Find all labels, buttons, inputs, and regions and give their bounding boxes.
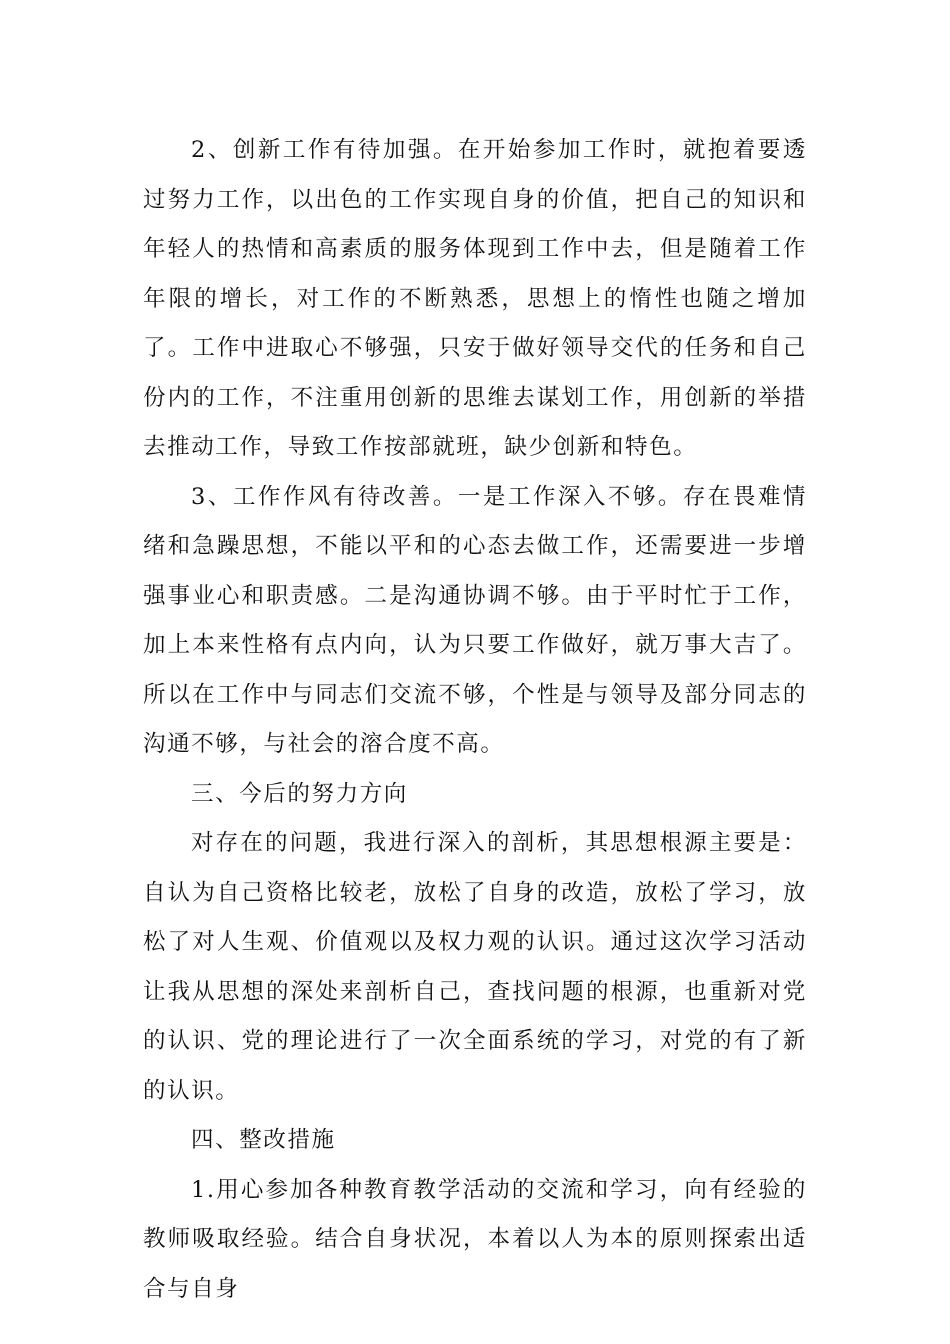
paragraph-measure-1: 1.用心参加各种教育教学活动的交流和学习，向有经验的教师吸取经验。结合自身状况，本着以人为本的原则探索出适合与自身 — [143, 1176, 807, 1302]
paragraph-innovation: 2、创新工作有待加强。在开始参加工作时，就抱着要透过努力工作，以出色的工作实现自身的价值，把自己的知识和年轻人的热情和高素质的服务体现到工作中去，但是随着工作年限的增长，对工作的不断熟悉，思想上的惰性也随之增加了。工作中进取心不够强，只安于做好领导交代的任务和自己份内的工作，不注重用创新的思维去谋划工作，用创新的举措去推动工作，导致工作按部就班，缺少创新和特色。 — [143, 137, 807, 460]
paragraph-root-cause-analysis: 对存在的问题，我进行深入的剖析，其思想根源主要是：自认为自己资格比较老，放松了自身的改造，放松了学习，放松了对人生观、价值观以及权力观的认识。通过这次学习活动让我从思想的深处来剖析自己，查找问题的根源，也重新对党的认识、党的理论进行了一次全面系统的学习，对党的有了新的认识。 — [143, 830, 807, 1104]
section-heading-rectification: 四、整改措施 — [191, 1127, 336, 1153]
body-text — [143, 126, 807, 1314]
section-heading-future-direction: 三、今后的努力方向 — [191, 780, 408, 807]
paragraph-work-style: 3、工作作风有待改善。一是工作深入不够。存在畏难情绪和急躁思想，不能以平和的心态去做工作，还需要进一步增强事业心和职责感。二是沟通协调不够。由于平时忙于工作，加上本来性格有点内向，认为只要工作做好，就万事大吉了。所以在工作中与同志们交流不够，个性是与领导及部分同志的沟通不够，与社会的溶合度不高。 — [143, 483, 807, 757]
